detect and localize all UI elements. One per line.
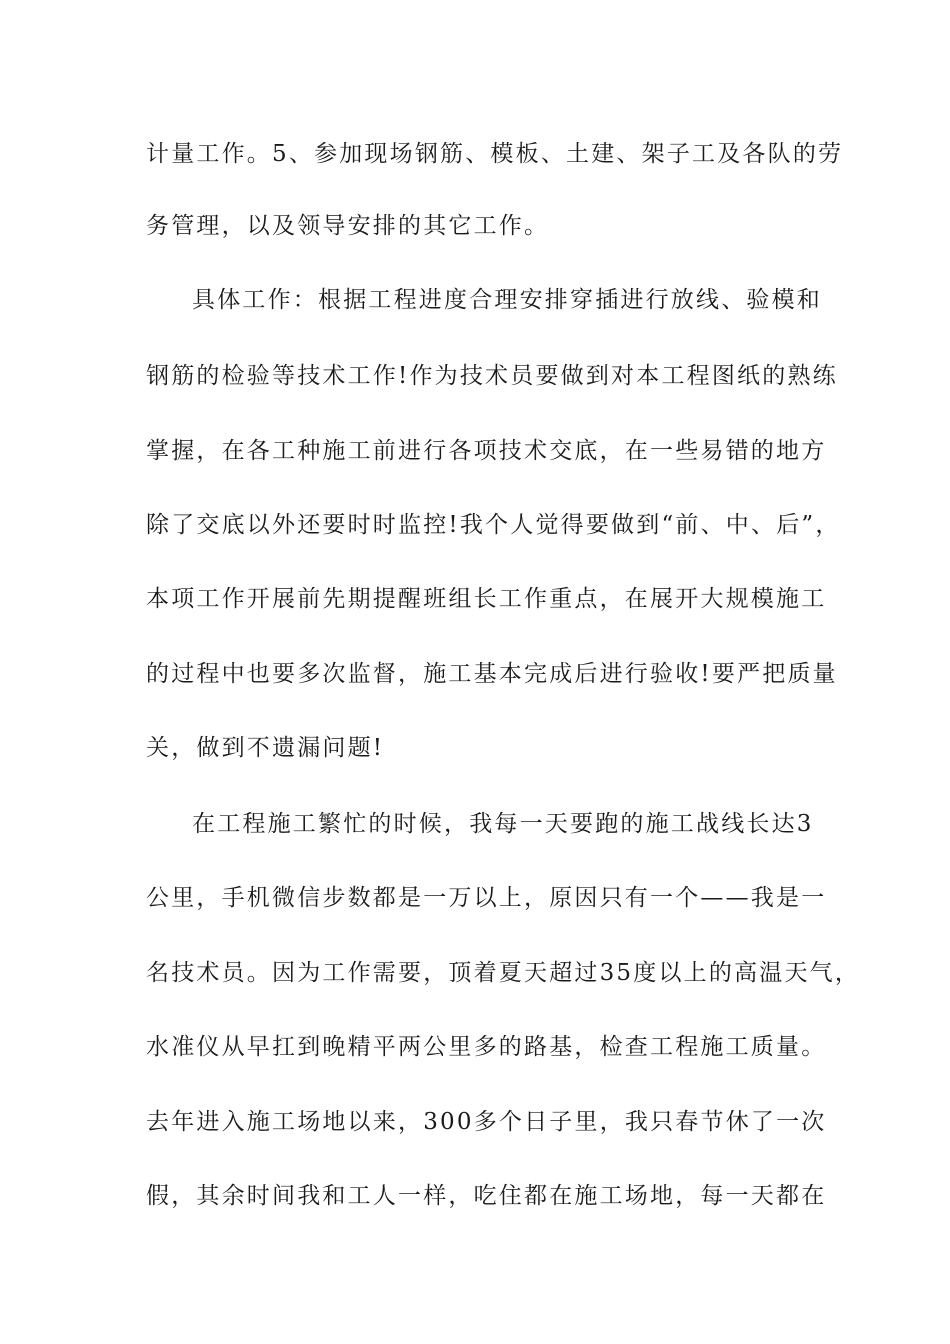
text-line-12: 名技术员。因为工作需要，顶着夏天超过35度以上的高温天气， (146, 960, 861, 986)
text-line-7: 本项工作开展前先期提醒班组长工作重点，在展开大规模施工 (146, 586, 827, 612)
text-line-2: 务管理，以及领导安排的其它工作。 (146, 213, 550, 239)
text-line-14: 去年进入施工场地以来，300多个日子里，我只春节休了一次 (146, 1109, 827, 1135)
paragraph-start-line: 在工程施工繁忙的时候，我每一天要跑的施工战线长达3 (192, 811, 814, 837)
text-line-4: 钢筋的检验等技术工作!作为技术员要做到对本工程图纸的熟练 (146, 363, 838, 389)
paragraph-start-line: 具体工作：根据工程进度合理安排穿插进行放线、验模和 (192, 287, 822, 313)
text-line-6: 除了交底以外还要时时监控!我个人觉得要做到“前、中、后”， (146, 512, 841, 538)
text-line-1: 计量工作。5、参加现场钢筋、模板、土建、架子工及各队的劳 (146, 141, 844, 167)
text-line-13: 水准仪从早扛到晚精平两公里多的路基，检查工程施工质量。 (146, 1034, 827, 1060)
text-line-8: 的过程中也要多次监督，施工基本完成后进行验收!要严把质量 (146, 661, 838, 687)
text-line-11: 公里，手机微信步数都是一万以上，原因只有一个——我是一 (146, 885, 827, 911)
text-line-9: 关，做到不遗漏问题! (146, 735, 385, 761)
text-line-15: 假，其余时间我和工人一样，吃住都在施工场地，每一天都在 (146, 1183, 827, 1209)
text-line-5: 掌握，在各工种施工前进行各项技术交底，在一些易错的地方 (146, 438, 827, 464)
